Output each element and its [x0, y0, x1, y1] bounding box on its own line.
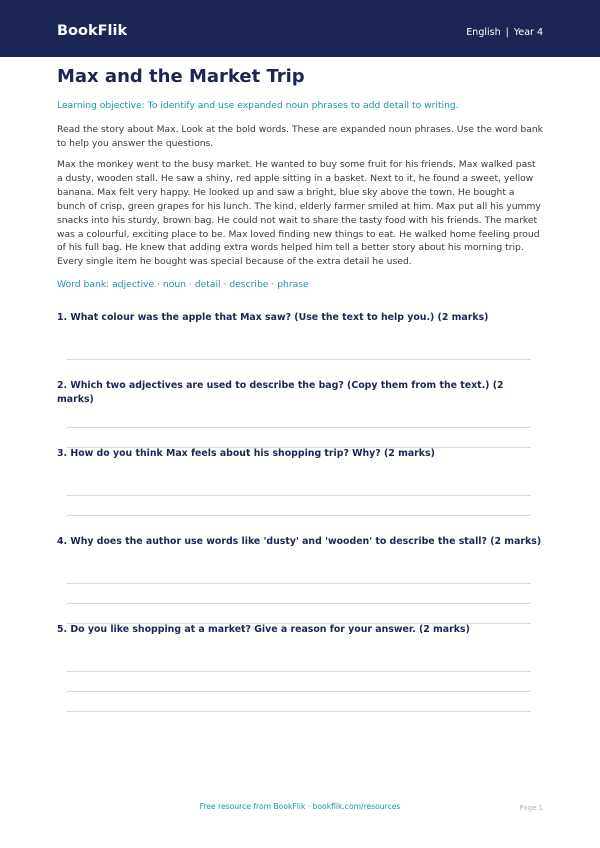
subject-label: English: [466, 27, 501, 38]
question-1: 1. What colour was the apple that Max saw? (Use the text to help you.) (2 marks): [57, 312, 489, 323]
answer-line-4a[interactable]: [67, 583, 531, 584]
question-3: 3. How do you think Max feels about his shopping trip? Why? (2 marks): [57, 448, 435, 459]
answer-line-4b[interactable]: [67, 603, 531, 604]
header-bar: [0, 0, 600, 57]
meta-separator: |: [505, 27, 509, 38]
answer-line-3a[interactable]: [67, 495, 531, 496]
year-label: Year 4: [513, 27, 543, 38]
worksheet-title: Max and the Market Trip: [57, 66, 305, 87]
story-text: Max the monkey went to the busy market. He wanted to buy some fruit for his friends. Max walked past a dusty, wooden stall. He saw a shiny, red apple sitting in a basket. Next to it, he found a sweet, yellow banana. Max felt very happy. He looked up and saw a bright, blue sky above the town. He bought a bunch of crisp, green grapes for his lunch. The kind, elderly farmer smiled at him. Max put all his yummy snacks into his sturdy, brown bag. He could not wait to share the tasty food with his friends. The market was a colourful, exciting place to be. Max loved finding new things to eat. He walked home feeling proud of his full bag. He knew that adding extra words helped him tell a better story about his morning trip. Every single item he bought was special because of the extra detail he used.: [57, 159, 541, 268]
question-5: 5. Do you like shopping at a market? Give a reason for your answer. (2 marks): [57, 624, 470, 635]
footer-link[interactable]: Free resource from BookFlik · bookflik.com/resources: [199, 802, 401, 811]
answer-line-1[interactable]: [67, 359, 531, 360]
answer-line-2a[interactable]: [67, 427, 531, 428]
answer-line-5c[interactable]: [67, 711, 531, 712]
page-number: Page 1: [519, 804, 543, 812]
word-bank: Word bank: adjective · noun · detail · describe · phrase: [57, 279, 309, 290]
header-meta: [466, 27, 543, 39]
question-4: 4. Why does the author use words like 'dusty' and 'wooden' to describe the stall? (2 marks): [57, 536, 542, 547]
question-2: 2. Which two adjectives are used to describe the bag? (Copy them from the text.) (2 marks): [57, 380, 504, 405]
learning-objective: Learning objective: To identify and use expanded noun phrases to add detail to writing.: [57, 100, 459, 111]
answer-line-5a[interactable]: [67, 671, 531, 672]
brand-logo: BookFlik: [57, 23, 128, 39]
instructions: Read the story about Max. Look at the bold words. These are expanded noun phrases. Use the word bank to help you answer the questions.: [57, 124, 543, 150]
answer-line-5b[interactable]: [67, 691, 531, 692]
answer-line-3b[interactable]: [67, 515, 531, 516]
